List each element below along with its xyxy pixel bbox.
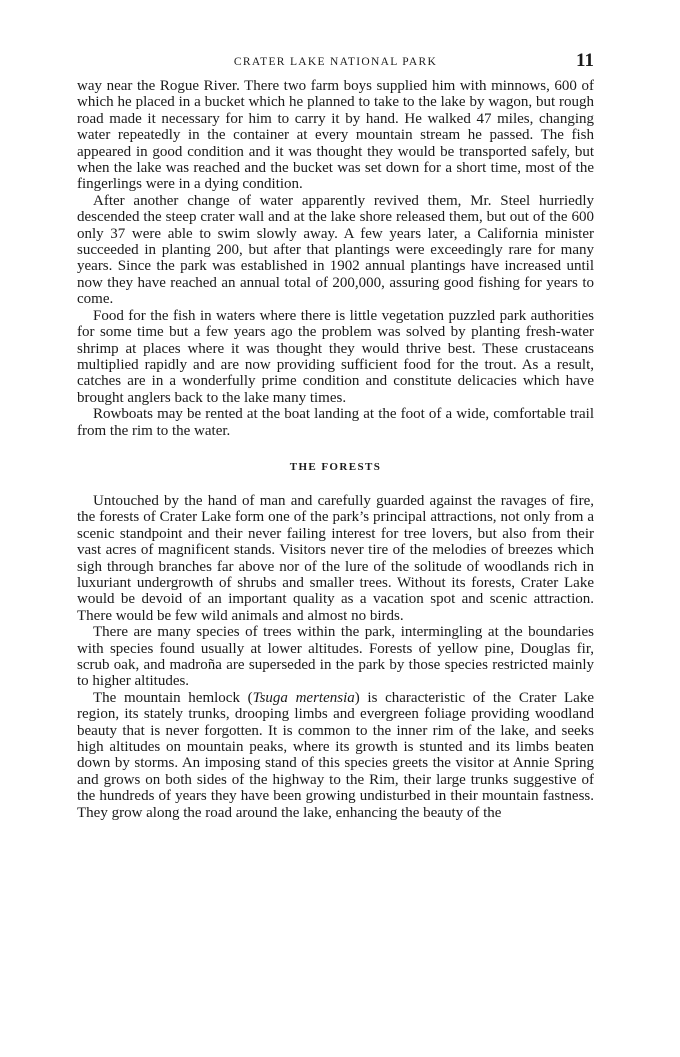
document-page xyxy=(77,50,594,821)
section-heading: THE FORESTS xyxy=(289,460,382,473)
paragraph-hemlock xyxy=(77,690,594,821)
body-text xyxy=(77,78,594,821)
text-run: The mountain hemlock ( xyxy=(93,689,253,706)
running-header xyxy=(77,50,594,78)
paragraph: There are many species of trees within the park, intermingling at the boundaries with species found usually at lower altitudes. Forests of yellow pine, Douglas fir, scrub oak, and madroña are superseded in the park by those species restricted mainly to higher altitudes. xyxy=(77,624,594,690)
text-run: ) is characteristic of the Crater Lake region, its stately trunks, drooping limbs and evergreen foliage providing woodland beauty that is never forgotten. It is common to the inner rim of the lake, and seeks high altitudes on mountain peaks, where its growth is stunted and its limbs beaten down by storms. An imposing stand of this species greets the visitor at Annie Spring and grows on both sides of the highway to the Rim, their large trunks suggestive of the hundreds of years they have been growing undisturbed in their mountain fastness. They grow along the road around the lake, enhancing the beauty of the xyxy=(77,689,594,821)
running-title: CRATER LAKE NATIONAL PARK xyxy=(233,56,438,68)
paragraph: Untouched by the hand of man and carefully guarded against the ravages of fire, the forests of Crater Lake form one of the park’s principal attractions, not only from a scenic standpoint and their never failing interest for tree lovers, but also from their vast acres of magnificent stands. Visitors never tire of the melodies of breezes which sigh through branches far above nor of the lure of the solitude of woodlands rich in luxuriant undergrowth of shrubs and smaller trees. Without its forests, Crater Lake would be devoid of an important quality as a vacation spot and scenic attraction. There would be few wild animals and almost no birds. xyxy=(77,492,594,624)
paragraph-continued: way near the Rogue River. There two farm boys supplied him with minnows, 600 of which he placed in a bucket which he planned to take to the lake by wagon, but rough road made it necessary for him to carry it by hand. He walked 47 miles, changing water repeatedly in the container at every mountain stream he passed. The fish appeared in good condition and it was thought they would be transported safely, but when the lake was reached and the bucket was set down for a short time, most of the fingerlings were in a dying condition. xyxy=(77,78,594,193)
paragraph: Rowboats may be rented at the boat landing at the foot of a wide, comfortable trail from the rim to the water. xyxy=(77,406,594,439)
paragraph: After another change of water apparently revived them, Mr. Steel hurriedly descended the steep crater wall and at the lake shore released them, but out of the 600 only 37 were able to swim slowly away. A few years later, a California minister succeeded in planting 200, but after that plantings were exceedingly rare for many years. Since the park was established in 1902 annual plantings have increased until now they have reached an annual total of 200,000, assuring good fishing for years to come. xyxy=(77,192,594,308)
species-name: Tsuga mertensia xyxy=(252,689,355,706)
page-number: 11 xyxy=(576,50,594,71)
paragraph: Food for the fish in waters where there is little vegetation puzzled park authorities for some time but a few years ago the problem was solved by planting fresh-water shrimp at places where it was thought they would thrive best. These crustaceans multiplied rapidly and are now providing sufficient food for the trout. As a result, catches are in a wonderfully prime condition and constitute delicacies which have brought anglers back to the lake many times. xyxy=(77,307,594,406)
